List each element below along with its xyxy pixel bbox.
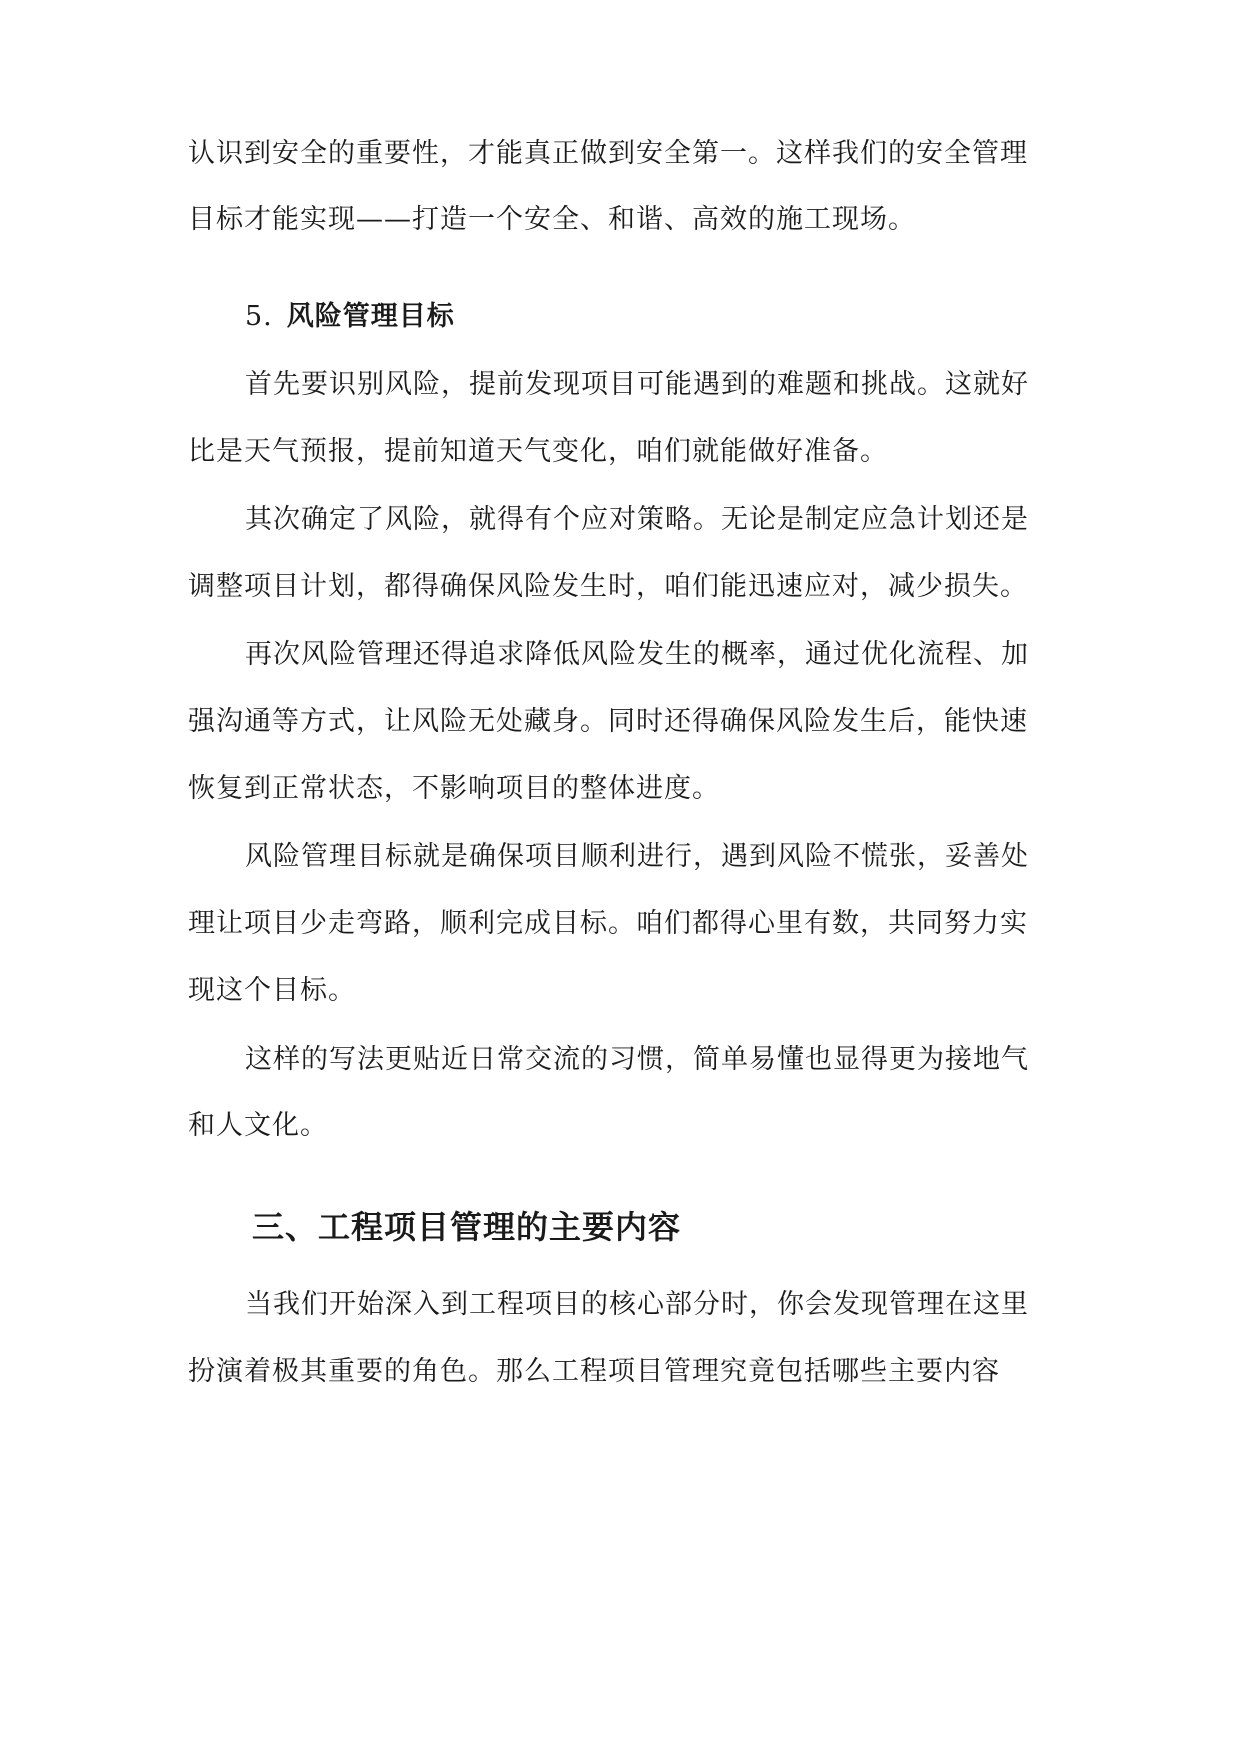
paragraph-line: 其次确定了风险，就得有个应对策略。无论是制定应急计划还是 (245, 504, 1029, 535)
paragraph-line: 扮演着极其重要的角色。那么工程项目管理究竟包括哪些主要内容 (188, 1356, 1000, 1387)
paragraph-line: 比是天气预报，提前知道天气变化，咱们就能做好准备。 (188, 436, 888, 467)
subheading-number: 5. (245, 301, 273, 332)
paragraph-line: 目标才能实现——打造一个安全、和谐、高效的施工现场。 (188, 204, 916, 235)
paragraph-line: 调整项目计划，都得确保风险发生时，咱们能迅速应对，减少损失。 (188, 571, 1028, 602)
paragraph-line: 强沟通等方式，让风险无处藏身。同时还得确保风险发生后，能快速 (188, 706, 1028, 737)
paragraph-line: 再次风险管理还得追求降低风险发生的概率，通过优化流程、加 (245, 639, 1029, 670)
paragraph-line: 认识到安全的重要性，才能真正做到安全第一。这样我们的安全管理 (188, 138, 1028, 169)
paragraph-line: 风险管理目标就是确保项目顺利进行，遇到风险不慌张，妥善处 (245, 841, 1029, 872)
paragraph-line: 恢复到正常状态，不影响项目的整体进度。 (188, 773, 720, 804)
section-heading: 三、工程项目管理的主要内容 (252, 1208, 682, 1246)
paragraph-line: 这样的写法更贴近日常交流的习惯，简单易懂也显得更为接地气 (245, 1044, 1029, 1075)
paragraph-line: 理让项目少走弯路，顺利完成目标。咱们都得心里有数，共同努力实 (188, 908, 1028, 939)
paragraph-line: 首先要识别风险，提前发现项目可能遇到的难题和挑战。这就好 (245, 369, 1029, 400)
paragraph-line: 当我们开始深入到工程项目的核心部分时，你会发现管理在这里 (245, 1289, 1029, 1320)
paragraph-line: 和人文化。 (188, 1110, 328, 1141)
subheading-title: 风险管理目标 (286, 301, 455, 332)
paragraph-line: 现这个目标。 (188, 975, 356, 1006)
subheading (245, 297, 455, 337)
